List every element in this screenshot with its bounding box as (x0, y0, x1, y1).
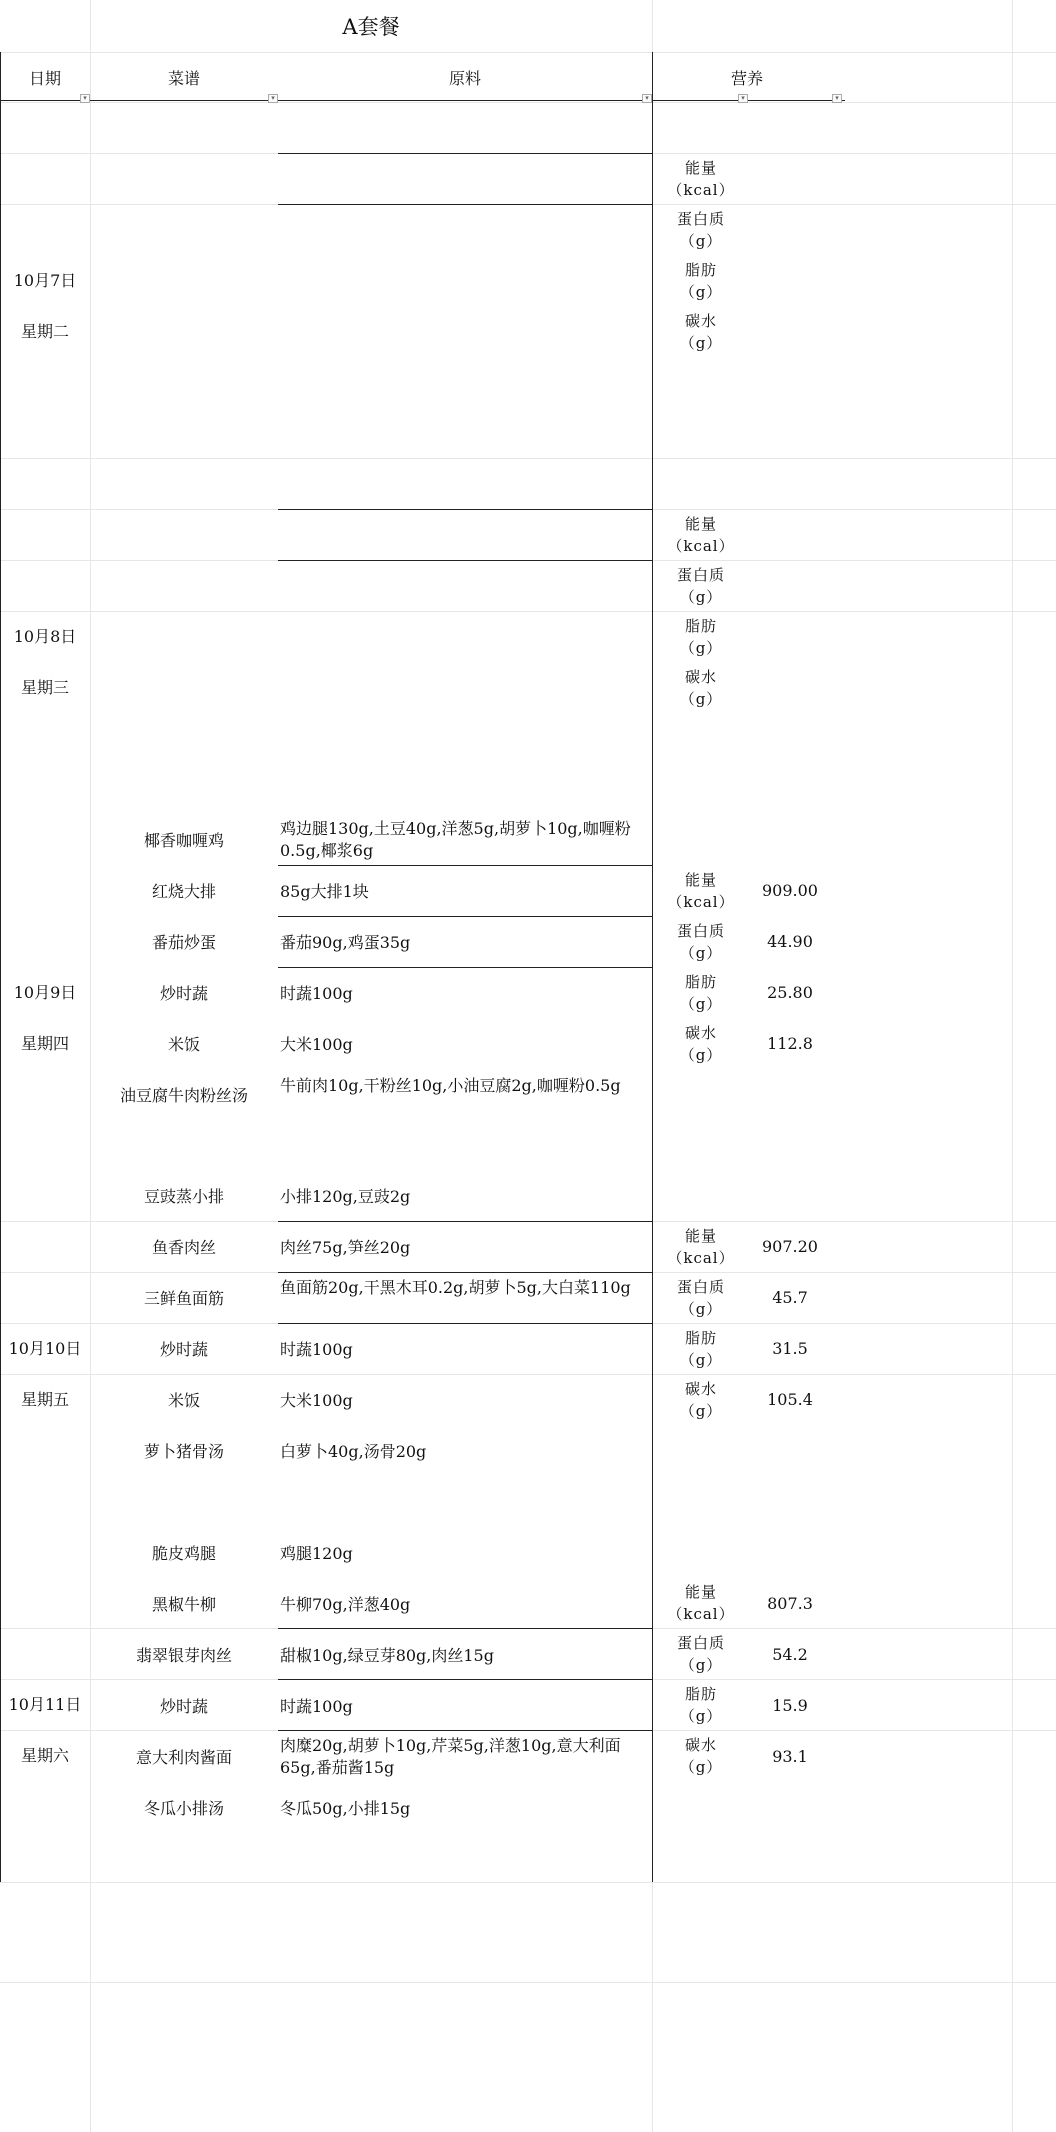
nutrition-label-fat: 脂肪 (684, 617, 717, 635)
dish-name: 黑椒牛柳 (151, 1595, 216, 1614)
nutrition-label-fat: 脂肪 (684, 1329, 717, 1347)
nutrition-label-energy: 能量 (684, 515, 717, 533)
nutrition-value-carbs: 112.8 (767, 1034, 813, 1053)
day-date: 10月11日 (8, 1695, 82, 1714)
nutrition-value-fat: 31.5 (772, 1339, 808, 1358)
nutrition-label-fat: 脂肪 (684, 261, 717, 279)
dish-name: 鱼香肉丝 (151, 1238, 216, 1257)
nutrition-label-fat: 脂肪 (684, 973, 717, 991)
dish-ingredients: 肉糜20g,胡萝卜10g,芹菜5g,洋葱10g,意大利面65g,番茄酱15g (280, 1736, 621, 1777)
grid-row-line (0, 1882, 1056, 1883)
nutrition-unit-fat: （g） (679, 639, 723, 657)
nutrition-label-carbs: 碳水 (684, 668, 717, 686)
nutrition-value-protein: 54.2 (772, 1645, 808, 1664)
nutrition-unit-carbs: （g） (679, 334, 723, 352)
nutrition-unit-fat: （g） (679, 1707, 723, 1725)
header-bottom-border (0, 100, 845, 101)
filter-dropdown-icon[interactable]: ▾ (738, 94, 748, 103)
dish-name: 红烧大排 (151, 882, 216, 901)
nutrition-label-carbs: 碳水 (684, 1024, 717, 1042)
dish-name: 萝卜猪骨汤 (143, 1442, 224, 1461)
nutrition-unit-protein: （g） (679, 1656, 723, 1674)
dish-name: 番茄炒蛋 (151, 933, 216, 952)
grid-row-line (0, 458, 1056, 459)
ingredient-border (278, 1730, 652, 1731)
day-date: 10月10日 (8, 1339, 82, 1358)
dish-name: 炒时蔬 (159, 1340, 208, 1359)
ingredient-border (278, 865, 652, 866)
nutrition-unit-carbs: （g） (679, 1758, 723, 1776)
dish-ingredients: 鸡边腿130g,土豆40g,洋葱5g,胡萝卜10g,咖喱粉0.5g,椰浆6g (280, 819, 631, 860)
nutrition-label-protein: 蛋白质 (676, 566, 725, 584)
dish-name: 豆豉蒸小排 (143, 1187, 224, 1206)
nutrition-unit-protein: （g） (679, 1300, 723, 1318)
dish-name: 意大利肉酱面 (135, 1748, 232, 1767)
nutrition-unit-protein: （g） (679, 588, 723, 606)
dish-name: 米饭 (167, 1035, 200, 1054)
dish-ingredients: 鸡腿120g (280, 1544, 353, 1563)
grid-col-line (90, 0, 91, 2132)
nutrition-label-carbs: 碳水 (684, 312, 717, 330)
nutrition-unit-energy: （kcal） (667, 181, 735, 199)
nutrition-value-energy: 807.3 (767, 1594, 813, 1613)
nutrition-unit-fat: （g） (679, 995, 723, 1013)
day-weekday: 星期六 (20, 1746, 69, 1765)
nutrition-unit-carbs: （g） (679, 690, 723, 708)
dish-ingredients: 大米100g (280, 1391, 353, 1410)
ingredient-border (278, 509, 652, 510)
nutrition-value-energy: 907.20 (762, 1237, 818, 1256)
nutrition-unit-protein: （g） (679, 232, 723, 250)
grid-col-line (1012, 0, 1013, 2132)
nutrition-label-protein: 蛋白质 (676, 922, 725, 940)
dish-ingredients: 牛柳70g,洋葱40g (280, 1595, 411, 1614)
nutrition-value-carbs: 105.4 (767, 1390, 813, 1409)
nutrition-unit-fat: （g） (679, 283, 723, 301)
nutrition-label-protein: 蛋白质 (676, 210, 725, 228)
ingredient-border (278, 1628, 652, 1629)
dish-ingredients: 冬瓜50g,小排15g (280, 1799, 411, 1818)
header-date: 日期 (28, 69, 61, 88)
ingredient-border (278, 1323, 652, 1324)
filter-dropdown-icon[interactable]: ▾ (642, 94, 652, 103)
header-menu: 菜谱 (167, 69, 200, 88)
header-nutrition: 营养 (730, 69, 763, 88)
ingredient-border (278, 1679, 652, 1680)
day-weekday: 星期三 (20, 678, 69, 697)
day-date: 10月8日 (13, 627, 77, 646)
nutrition-value-fat: 15.9 (772, 1696, 808, 1715)
dish-name: 椰香咖喱鸡 (143, 831, 224, 850)
nutrition-label-energy: 能量 (684, 871, 717, 889)
ingredient-border (278, 1272, 652, 1273)
dish-ingredients: 大米100g (280, 1035, 353, 1054)
nutrition-value-fat: 25.80 (767, 983, 813, 1002)
dish-ingredients: 牛前肉10g,干粉丝10g,小油豆腐2g,咖喱粉0.5g (280, 1076, 621, 1095)
filter-dropdown-icon[interactable]: ▾ (832, 94, 842, 103)
dish-name: 炒时蔬 (159, 1697, 208, 1716)
nutrition-label-energy: 能量 (684, 1227, 717, 1245)
dish-ingredients: 时蔬100g (280, 984, 353, 1003)
ingredient-border (278, 967, 652, 968)
grid-row-line (0, 52, 1056, 53)
dish-name: 炒时蔬 (159, 984, 208, 1003)
nutrition-unit-energy: （kcal） (667, 537, 735, 555)
ingredient-border (278, 204, 652, 205)
day-date: 10月9日 (13, 983, 77, 1002)
dish-name: 米饭 (167, 1391, 200, 1410)
nutrition-label-protein: 蛋白质 (676, 1634, 725, 1652)
dish-ingredients: 甜椒10g,绿豆芽80g,肉丝15g (280, 1646, 494, 1665)
nutrition-value-energy: 909.00 (762, 881, 818, 900)
ingredient-border (278, 560, 652, 561)
nutrition-value-protein: 44.90 (767, 932, 813, 951)
filter-dropdown-icon[interactable]: ▾ (268, 94, 278, 103)
grid-row-line (0, 1374, 1056, 1375)
nutrition-unit-energy: （kcal） (667, 1249, 735, 1267)
dish-name: 脆皮鸡腿 (151, 1544, 216, 1563)
filter-dropdown-icon[interactable]: ▾ (80, 94, 90, 103)
header-ingredients: 原料 (448, 69, 481, 88)
dish-name: 油豆腐牛肉粉丝汤 (119, 1086, 248, 1105)
nutrition-unit-carbs: （g） (679, 1046, 723, 1064)
dish-ingredients: 白萝卜40g,汤骨20g (280, 1442, 427, 1461)
nutrition-unit-energy: （kcal） (667, 893, 735, 911)
dish-ingredients: 85g大排1块 (280, 882, 369, 901)
nutrition-label-carbs: 碳水 (684, 1736, 717, 1754)
nutrition-label-carbs: 碳水 (684, 1380, 717, 1398)
grid-row-line (0, 611, 1056, 612)
nutrition-unit-fat: （g） (679, 1351, 723, 1369)
grid-row-line (0, 1982, 1056, 1983)
day-weekday: 星期四 (20, 1034, 69, 1053)
day-weekday: 星期五 (20, 1390, 69, 1409)
nutrition-unit-energy: （kcal） (667, 1605, 735, 1623)
nutrition-label-protein: 蛋白质 (676, 1278, 725, 1296)
grid-row-line (0, 102, 1056, 103)
nutrition-label-energy: 能量 (684, 1583, 717, 1601)
day-weekday: 星期二 (20, 322, 69, 341)
nutrition-value-carbs: 93.1 (772, 1747, 808, 1766)
dish-name: 冬瓜小排汤 (143, 1799, 224, 1818)
ingredient-border (278, 916, 652, 917)
table-divider (652, 52, 653, 1882)
nutrition-unit-carbs: （g） (679, 1402, 723, 1420)
ingredient-border (278, 1221, 652, 1222)
dish-ingredients: 时蔬100g (280, 1340, 353, 1359)
dish-ingredients: 肉丝75g,笋丝20g (280, 1238, 411, 1257)
nutrition-value-protein: 45.7 (772, 1288, 808, 1307)
nutrition-label-energy: 能量 (684, 159, 717, 177)
dish-ingredients: 时蔬100g (280, 1697, 353, 1716)
dish-name: 翡翠银芽肉丝 (135, 1646, 232, 1665)
ingredient-border (278, 153, 652, 154)
dish-ingredients: 小排120g,豆豉2g (280, 1187, 411, 1206)
nutrition-unit-protein: （g） (679, 944, 723, 962)
dish-name: 三鲜鱼面筋 (143, 1289, 224, 1308)
nutrition-label-fat: 脂肪 (684, 1685, 717, 1703)
dish-ingredients: 番茄90g,鸡蛋35g (280, 933, 411, 952)
sheet-title: A套餐 (342, 15, 400, 39)
day-date: 10月7日 (13, 271, 77, 290)
dish-ingredients: 鱼面筋20g,干黑木耳0.2g,胡萝卜5g,大白菜110g (280, 1278, 631, 1297)
